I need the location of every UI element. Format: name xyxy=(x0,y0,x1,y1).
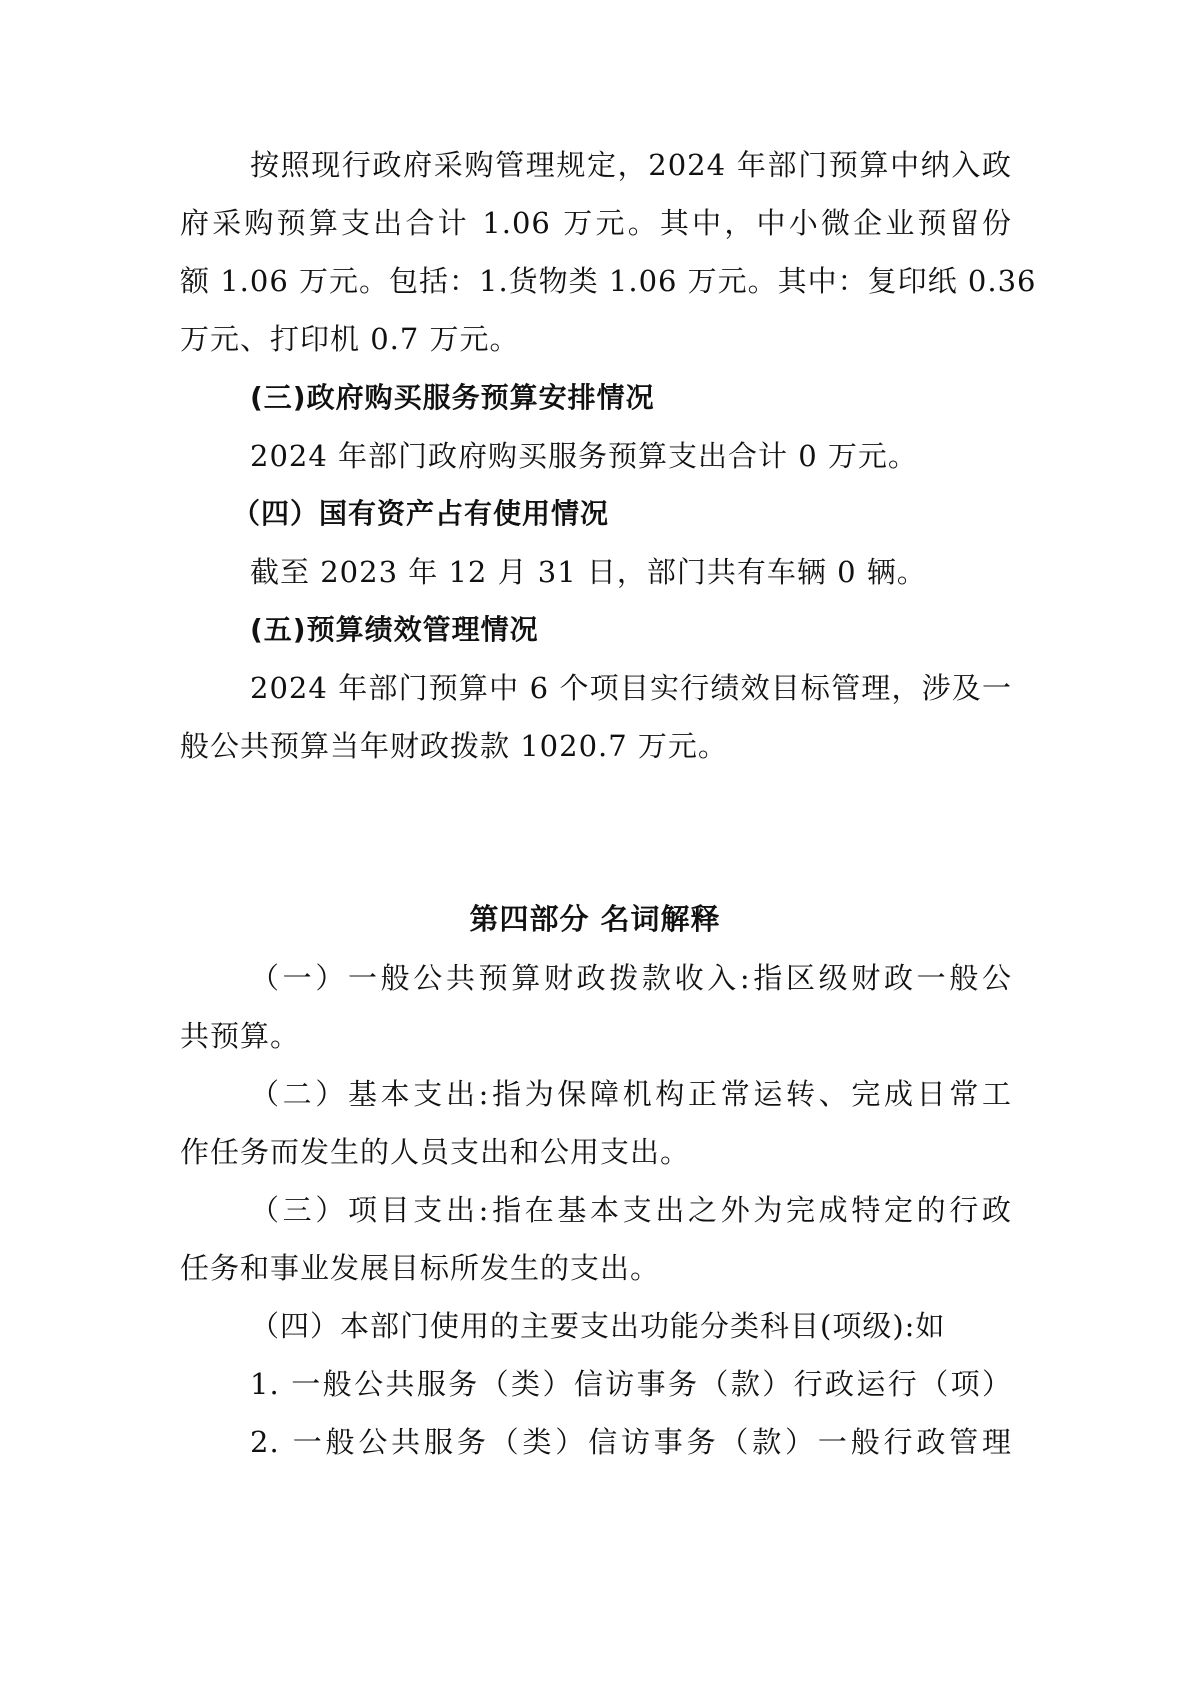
performance-line-2: 般公共预算当年财政拨款 1020.7 万元。 xyxy=(180,729,728,763)
procurement-line-1: 按照现行政府采购管理规定，2024 年部门预算中纳入政 xyxy=(250,148,1012,182)
definition-1-line-2: 共预算。 xyxy=(180,1019,301,1053)
function-item-1: 1. 一般公共服务（类）信访事务（款）行政运行（项） xyxy=(250,1367,1012,1401)
definition-3-line-1: （三）项目支出:指在基本支出之外为完成特定的行政 xyxy=(250,1193,1012,1227)
performance-line-1: 2024 年部门预算中 6 个项目实行绩效目标管理，涉及一 xyxy=(250,671,1012,705)
heading-performance: (五)预算绩效管理情况 xyxy=(250,613,539,646)
definition-3-line-2: 任务和事业发展目标所发生的支出。 xyxy=(180,1251,661,1285)
function-item-2: 2. 一般公共服务（类）信访事务（款）一般行政管理 xyxy=(250,1425,1012,1459)
procurement-line-4: 万元、打印机 0.7 万元。 xyxy=(180,322,520,356)
purchase-services-text: 2024 年部门政府购买服务预算支出合计 0 万元。 xyxy=(250,439,918,473)
procurement-line-3: 额 1.06 万元。包括：1.货物类 1.06 万元。其中：复印纸 0.36 xyxy=(180,264,1037,298)
definition-1-line-1: （一）一般公共预算财政拨款收入:指区级财政一般公 xyxy=(250,961,1012,995)
heading-state-assets: （四）国有资产占有使用情况 xyxy=(232,497,610,530)
definition-2-line-1: （二）基本支出:指为保障机构正常运转、完成日常工 xyxy=(250,1077,1012,1111)
state-assets-text: 截至 2023 年 12 月 31 日，部门共有车辆 0 辆。 xyxy=(250,555,927,589)
definition-2-line-2: 作任务而发生的人员支出和公用支出。 xyxy=(180,1135,691,1169)
heading-purchase-services: (三)政府购买服务预算安排情况 xyxy=(250,381,655,414)
part4-title: 第四部分 名词解释 xyxy=(469,902,721,936)
definition-4-intro: （四）本部门使用的主要支出功能分类科目(项级):如 xyxy=(250,1309,946,1343)
procurement-line-2: 府采购预算支出合计 1.06 万元。其中，中小微企业预留份 xyxy=(180,206,1012,240)
